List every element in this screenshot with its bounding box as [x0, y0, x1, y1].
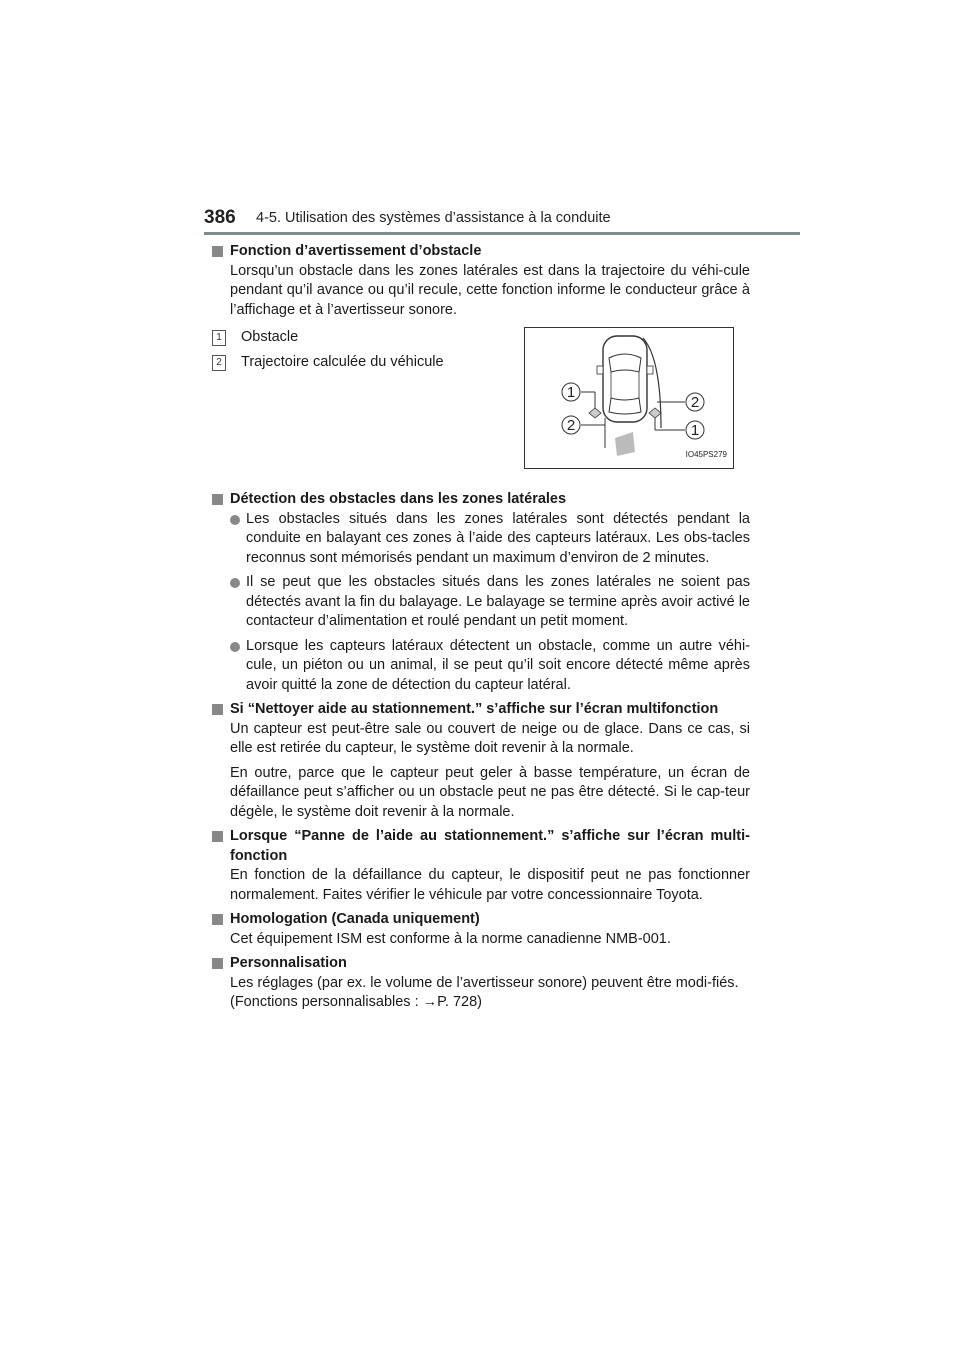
bullet-dot-icon [230, 578, 240, 588]
page-content [210, 242, 750, 1018]
bullet-dot-icon [230, 515, 240, 525]
paragraph: En outre, parce que le capteur peut geler à basse température, un écran de défaillance peut s’afficher ou un obstacle peut ne pas être détecté. Si le cap-teur dégèle, le système doit revenir à la normale. [230, 764, 750, 820]
section-heading: Personnalisation [210, 954, 750, 974]
section-heading: Détection des obstacles dans les zones latérales [210, 490, 750, 510]
figure-code: IO45PS279 [685, 449, 727, 459]
section-malfunction [210, 827, 750, 905]
section-heading: Lorsque “Panne de l’aide au stationnement.” s’affiche sur l’écran multi-fonction [210, 827, 750, 866]
section-obstacle-warning [210, 242, 750, 320]
square-bullet-icon [212, 958, 223, 969]
square-bullet-icon [212, 831, 223, 842]
section-heading: Homologation (Canada uniquement) [210, 910, 750, 930]
list-item: Il se peut que les obstacles situés dans les zones latérales ne soient pas détectés avant la fin du balayage. Le balayage se termine après avoir activé le contacteur d’alimentation et roulé pendant un petit moment. [226, 573, 750, 632]
section-customization [210, 954, 750, 1013]
paragraph: Cet équipement ISM est conforme à la norme canadienne NMB-001. [230, 930, 671, 947]
number-box: 2 [212, 355, 226, 371]
callout-number: 2 [566, 417, 576, 434]
legend-label: Trajectoire calculée du véhicule [241, 353, 444, 370]
page-reference: (Fonctions personnalisables : →P. 728) [230, 994, 483, 1010]
vehicle-diagram [524, 327, 734, 469]
legend-label: Obstacle [241, 328, 299, 345]
paragraph: Les réglages (par ex. le volume de l’avertisseur sonore) peuvent être modi-fiés. [230, 974, 739, 991]
number-box: 1 [212, 330, 226, 346]
section-clean-sensor [210, 700, 750, 822]
header-rule [204, 232, 800, 235]
section-side-detection [210, 490, 750, 695]
bullet-dot-icon [230, 642, 240, 652]
page-number: 386 [204, 207, 236, 228]
callout-number: 2 [690, 394, 700, 411]
callout-number: 1 [566, 384, 576, 401]
figure-legend [210, 325, 750, 490]
square-bullet-icon [212, 704, 223, 715]
list-item: Lorsque les capteurs latéraux détectent un obstacle, comme un autre véhi-cule, un piéton ou un animal, il se peut qu’il soit encore détecté même après avoir quitté la zone de détection du capteur latéral. [226, 637, 750, 696]
list-item: Les obstacles situés dans les zones latérales sont détectés pendant la conduite en balayant ces zones à l’aide des capteurs latéraux. Les obs-tacles reconnus sont mémorisés pendant un maximum d’environ de 2 minutes. [226, 510, 750, 569]
section-heading: Fonction d’avertissement d’obstacle [210, 242, 750, 262]
square-bullet-icon [212, 914, 223, 925]
chapter-title: 4-5. Utilisation des systèmes d’assistance à la conduite [256, 210, 611, 226]
section-heading: Si “Nettoyer aide au stationnement.” s’affiche sur l’écran multifonction [210, 700, 750, 720]
paragraph: En fonction de la défaillance du capteur, le dispositif peut ne pas fonctionner normalement. Faites vérifier le véhicule par votre concessionnaire Toyota. [230, 867, 750, 903]
square-bullet-icon [212, 246, 223, 257]
square-bullet-icon [212, 494, 223, 505]
paragraph: Un capteur est peut-être sale ou couvert de neige ou de glace. Dans ce cas, si elle est retirée du capteur, le système doit revenir à la normale. [230, 720, 750, 756]
section-homologation [210, 910, 750, 949]
section-body: Lorsqu’un obstacle dans les zones latérales est dans la trajectoire du véhi-cule pendant qu’il avance ou qu’il recule, cette fonction informe le conducteur grâce à l’affichage et à l’avertisseur sonore. [230, 262, 750, 318]
callout-number: 1 [690, 422, 700, 439]
